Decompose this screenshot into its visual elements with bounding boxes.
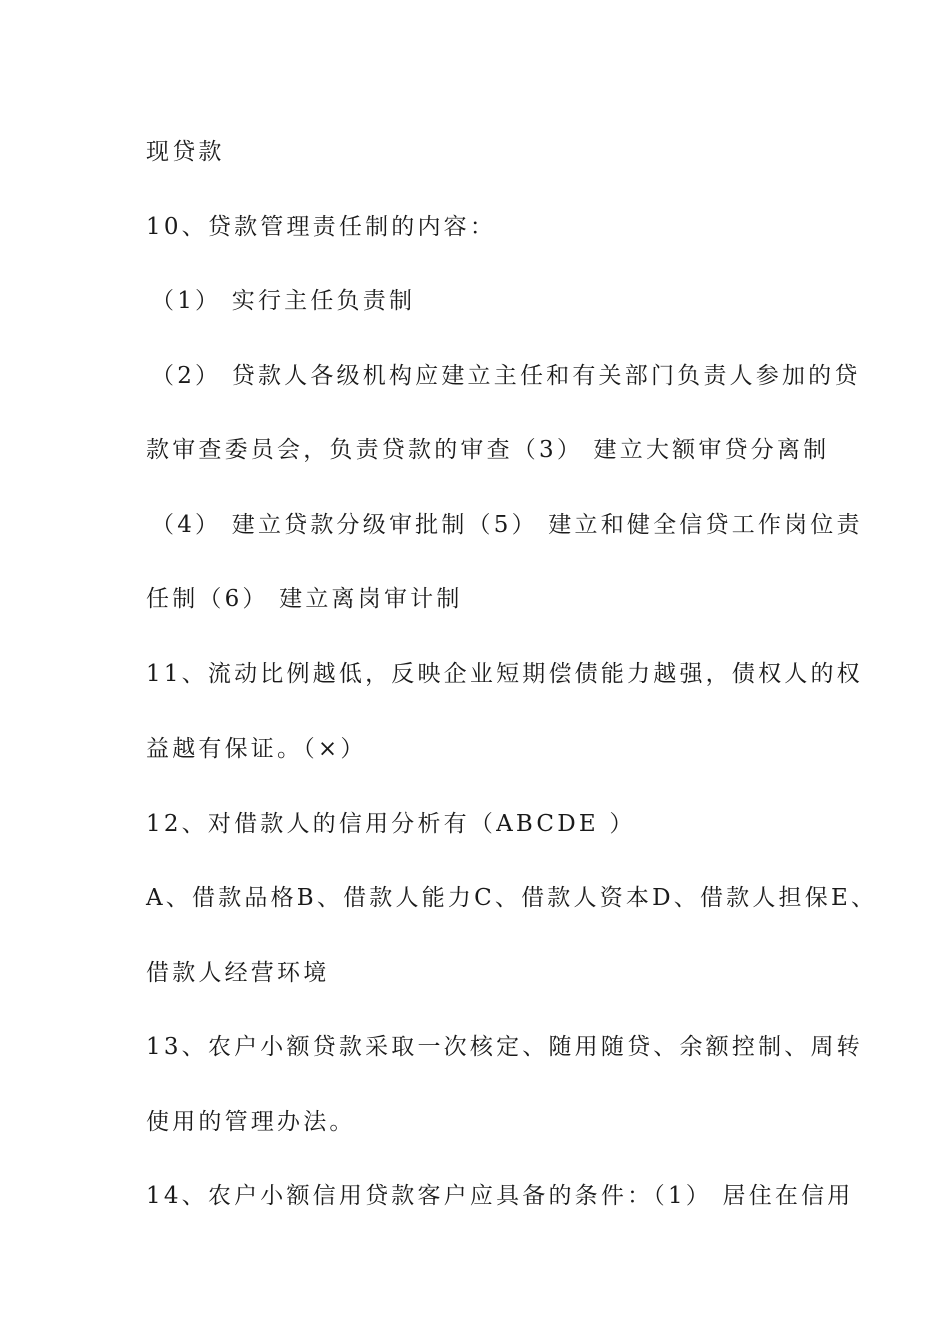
- text-line: （2） 贷款人各级机构应建立主任和有关部门负责人参加的贷: [151, 363, 861, 389]
- text-line: （1） 实行主任负责制: [151, 288, 416, 314]
- text-line: 13、农户小额贷款采取一次核定、随用随贷、余额控制、周转: [146, 1034, 863, 1060]
- text-line: 益越有保证。（×）: [146, 736, 367, 762]
- text-line: （4） 建立贷款分级审批制（5） 建立和健全信贷工作岗位责: [151, 512, 863, 538]
- text-line: 10、贷款管理责任制的内容：: [146, 214, 497, 240]
- text-line: 11、流动比例越低，反映企业短期偿债能力越强，债权人的权: [146, 661, 863, 687]
- text-line: 借款人经营环境: [146, 960, 330, 986]
- text-line: 任制（6） 建立离岗审计制: [146, 586, 463, 612]
- text-line: 12、对借款人的信用分析有（ABCDE ）: [146, 811, 636, 837]
- text-line: 款审查委员会，负责贷款的审查（3） 建立大额审贷分离制: [146, 437, 830, 463]
- text-line: 使用的管理办法。: [146, 1109, 356, 1135]
- text-line: 14、农户小额信用贷款客户应具备的条件：（1） 居住在信用: [146, 1183, 854, 1209]
- text-line: A、借款品格B、借款人能力C、借款人资本D、借款人担保E、: [146, 885, 878, 911]
- text-line: 现贷款: [146, 139, 225, 165]
